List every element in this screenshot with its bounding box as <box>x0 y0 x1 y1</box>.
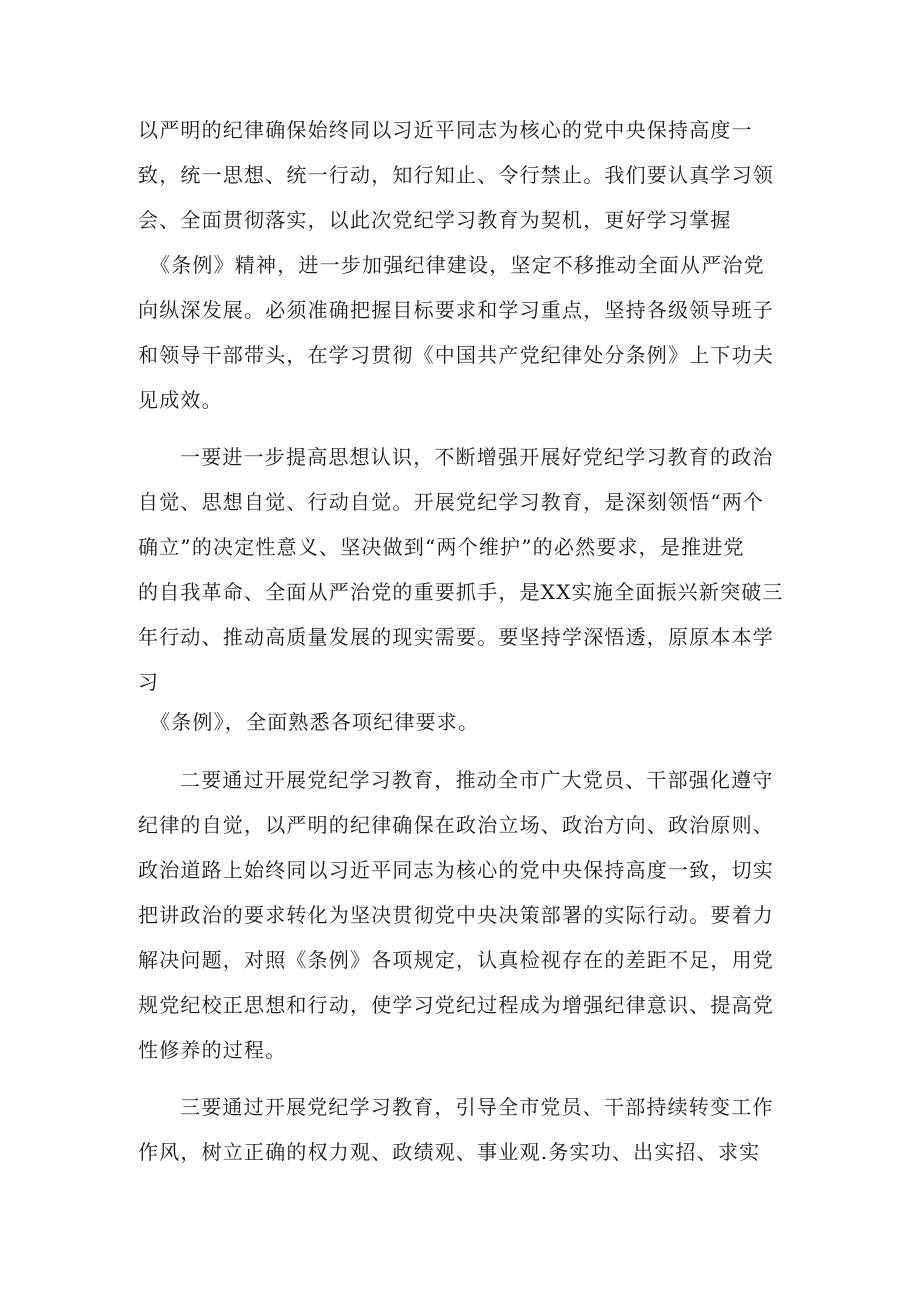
text-line: 政治道路上始终同以习近平同志为核心的党中央保持高度一致，切实 <box>138 858 774 882</box>
text-line: 见成效。 <box>138 388 223 412</box>
text-line: 习 <box>138 670 160 694</box>
text-line: 的自我革命、全面从严治党的重要抓手，是XX实施全面振兴新突破三 <box>138 580 784 604</box>
text-line: 和领导干部带头，在学习贯彻《中国共产党纪律处分条例》上下功夫 <box>138 343 774 367</box>
text-line: 解决问题，对照《条例》各项规定，认真检视存在的差距不足，用党 <box>138 948 774 972</box>
text-line: 规党纪校正思想和行动，使学习党纪过程成为增强纪律意识、提高党 <box>138 993 774 1017</box>
text-line: 致，统一思想、统一行动，知行知止、令行禁止。我们要认真学习领 <box>138 163 774 187</box>
text-line: 《条例》，全面熟悉各项纪律要求。 <box>150 710 480 734</box>
text-line: 性修养的过程。 <box>138 1038 287 1062</box>
text-line: 三要通过开展党纪学习教育，引导全市党员、干部持续转变工作 <box>180 1095 774 1119</box>
text-line: 作风，树立正确的权力观、政绩观、事业观.务实功、出实招、求实 <box>138 1140 761 1164</box>
text-line: 确立”的决定性意义、坚决做到“两个维护”的必然要求，是推进党 <box>138 535 745 559</box>
text-line: 自觉、思想自觉、行动自觉。开展党纪学习教育，是深刻领悟“两个 <box>138 490 765 514</box>
text-line: 向纵深发展。必须准确把握目标要求和学习重点，坚持各级领导班子 <box>138 298 774 322</box>
text-line: 会、全面贯彻落实，以此次党纪学习教育为契机，更好学习掌握 <box>138 208 732 232</box>
text-line: 二要通过开展党纪学习教育，推动全市广大党员、干部强化遵守 <box>180 768 774 792</box>
text-line: 把讲政治的要求转化为坚决贯彻党中央决策部署的实际行动。要着力 <box>138 903 774 927</box>
text-line: 以严明的纪律确保始终同以习近平同志为核心的党中央保持高度一 <box>138 118 753 142</box>
text-line: 《条例》精神，进一步加强纪律建设，坚定不移推动全面从严治党 <box>150 253 765 277</box>
text-line: 年行动、推动高质量发展的现实需要。要坚持学深悟透，原原本本学 <box>138 625 774 649</box>
text-line: 一要进一步提高思想认识，不断增强开展好党纪学习教育的政治 <box>180 445 774 469</box>
text-line: 纪律的自觉，以严明的纪律确保在政治立场、政治方向、政治原则、 <box>138 813 774 837</box>
